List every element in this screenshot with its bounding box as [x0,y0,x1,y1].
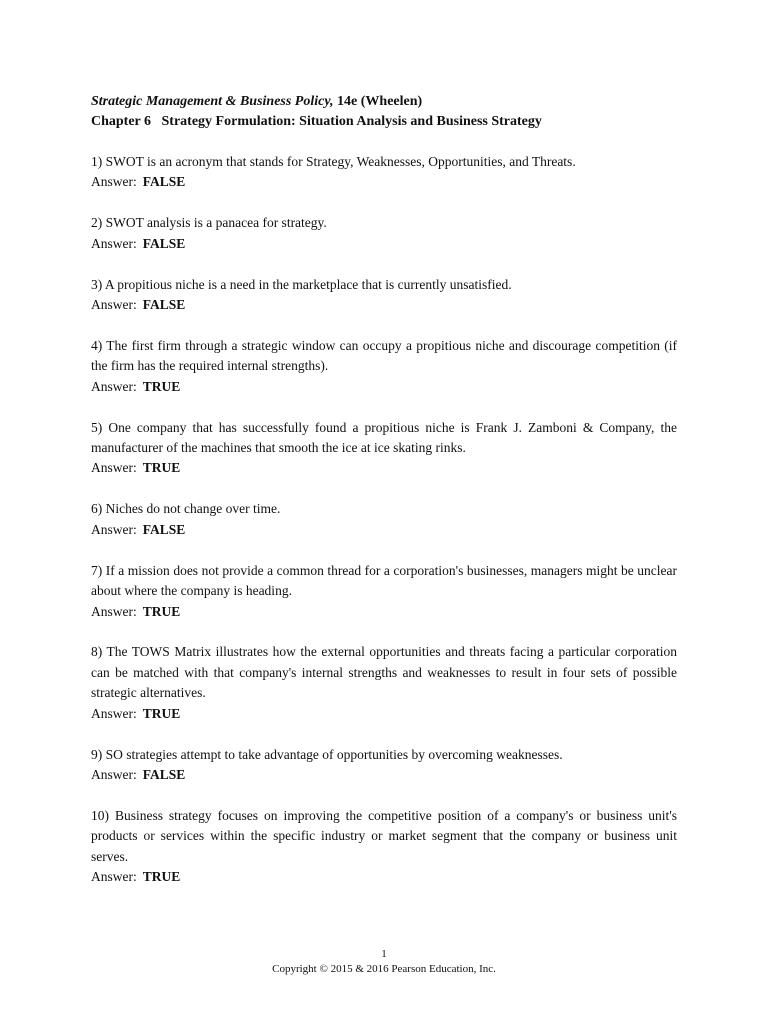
question-text: 9) SO strategies attempt to take advantage of opportunities by overcoming weaknesses. [91,746,563,762]
question-text: 6) Niches do not change over time. [91,501,281,517]
answer-value: FALSE [142,766,186,782]
question-item [91,152,677,193]
question-item [91,336,677,397]
question-item [91,418,677,479]
answer-value: TRUE [142,460,181,476]
answer-value: FALSE [142,235,186,251]
answer-value: FALSE [142,297,186,313]
answer-label: Answer: [91,705,137,721]
page-footer [0,947,768,977]
answer-line [91,602,677,622]
book-title: Strategic Management & Business Policy, [91,94,334,109]
answer-label: Answer: [91,235,137,251]
answer-line [91,867,677,887]
question-item [91,561,677,622]
question-item [91,499,677,540]
answer-label: Answer: [91,378,137,394]
answer-label: Answer: [91,603,137,619]
question-item [91,806,677,888]
answer-line [91,172,677,192]
question-text: 1) SWOT is an acronym that stands for Strategy, Weaknesses, Opportunities, and Threats. [91,154,576,169]
answer-label: Answer: [91,766,137,782]
copyright-notice: Copyright © 2015 & 2016 Pearson Education, Inc. [272,963,496,975]
answer-value: FALSE [142,521,186,537]
answer-label: Answer: [91,297,137,313]
answer-label: Answer: [91,460,137,476]
chapter-title: Chapter 6 Strategy Formulation: Situation Analysis and Business Strategy [91,114,542,129]
question-text: 7) If a mission does not provide a common thread for a corporation's businesses, managers might be unclear about where the company is heading. [91,562,677,599]
answer-line [91,704,677,724]
question-list [91,152,677,887]
book-edition: 14e (Wheelen) [337,94,423,109]
answer-label: Answer: [91,869,137,885]
question-text: 3) A propitious niche is a need in the marketplace that is currently unsatisfied. [91,276,512,292]
question-text: 10) Business strategy focuses on improving the competitive position of a company's or business unit's products or services within the specific industry or market segment that the company or business unit serves. [91,807,677,864]
question-text: 2) SWOT analysis is a panacea for strategy. [91,215,327,231]
answer-label: Answer: [91,521,137,537]
question-item [91,745,677,786]
question-item [91,642,677,724]
answer-line [91,520,677,540]
answer-line [91,234,677,254]
question-text: 8) The TOWS Matrix illustrates how the external opportunities and threats facing a particular corporation can be matched with that company's internal strengths and weaknesses to result in four sets of possible strategic alternatives. [91,644,677,701]
answer-value: TRUE [142,603,181,619]
answer-line [91,765,677,785]
answer-line [91,377,677,397]
document-page [91,92,677,908]
answer-value: FALSE [142,174,186,190]
answer-line [91,295,677,315]
question-text: 4) The first firm through a strategic window can occupy a propitious niche and discourage competition (if the firm has the required internal strengths). [91,337,677,374]
answer-line [91,458,677,478]
question-item [91,213,677,254]
answer-value: TRUE [142,378,181,394]
book-title-line [91,92,677,112]
question-item [91,275,677,316]
page-number: 1 [381,948,387,960]
answer-value: TRUE [142,869,181,885]
question-text: 5) One company that has successfully found a propitious niche is Frank J. Zamboni & Company, the manufacturer of the machines that smooth the ice at ice skating rinks. [91,419,677,456]
answer-label: Answer: [91,174,137,190]
answer-value: TRUE [142,705,181,721]
